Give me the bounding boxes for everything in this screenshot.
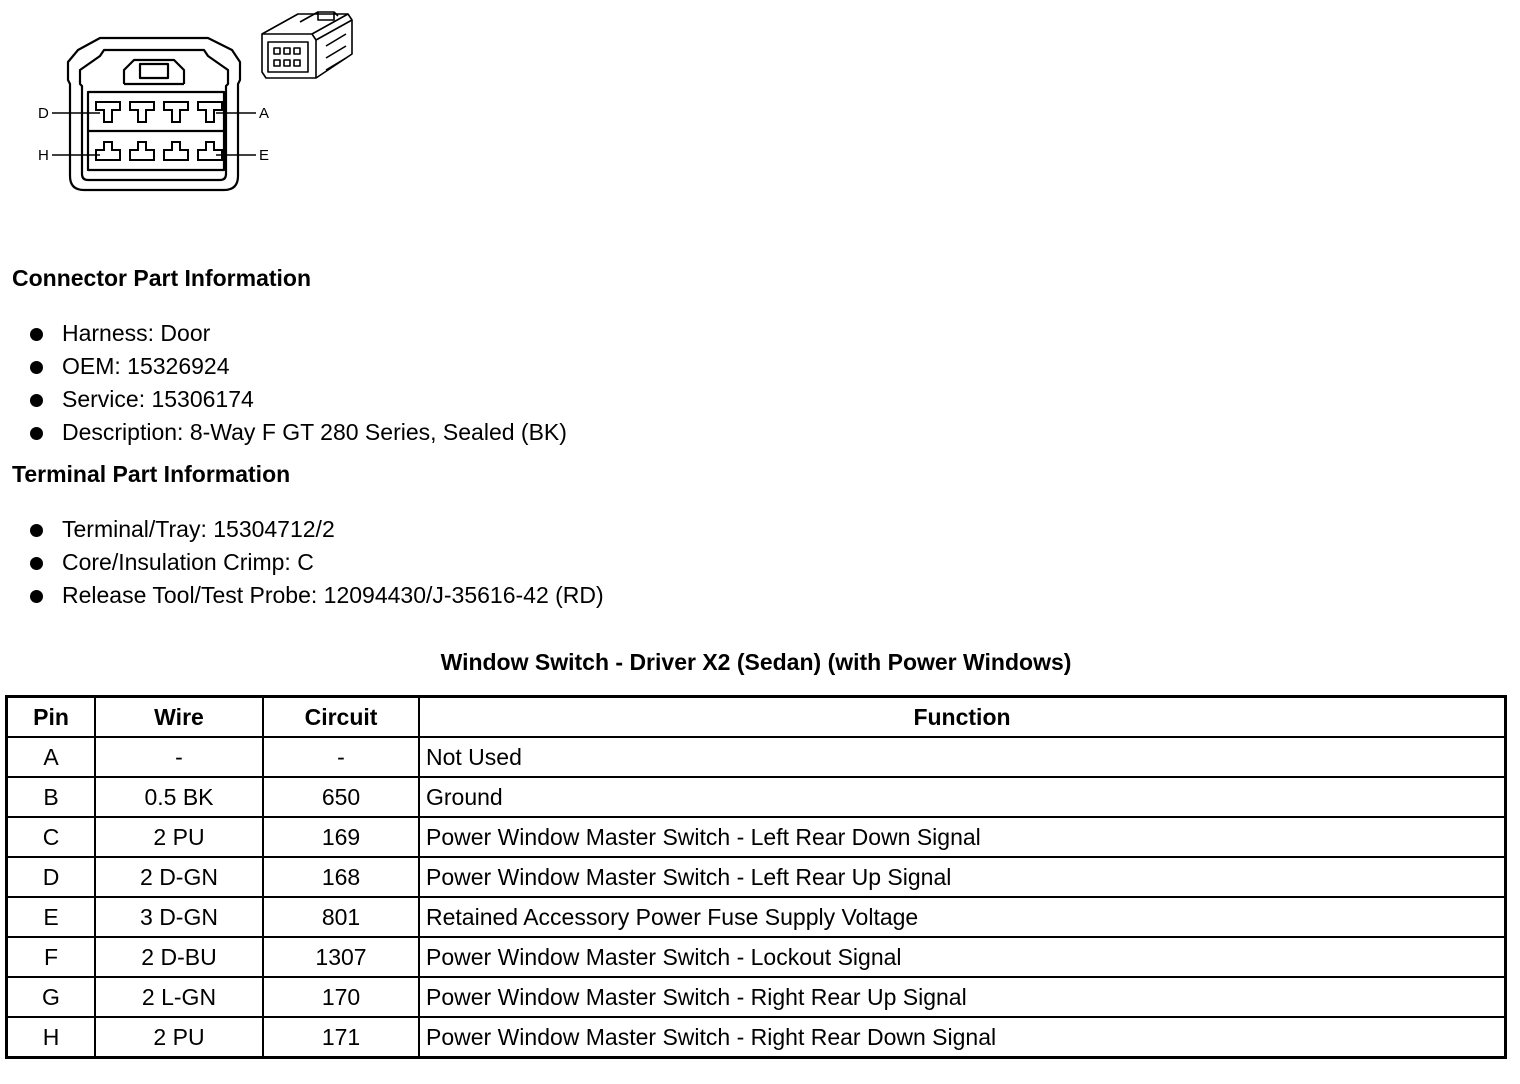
wire-cell: 3 D-GN: [95, 897, 263, 937]
terminal-part-info-heading: Terminal Part Information: [12, 461, 291, 487]
pin-table: [5, 695, 1507, 1059]
table-row: [7, 817, 1506, 857]
circuit-cell: -: [263, 737, 419, 777]
function-cell: Power Window Master Switch - Right Rear Up Signal: [419, 977, 1506, 1017]
column-header-wire: Wire: [95, 697, 263, 738]
circuit-cell: 801: [263, 897, 419, 937]
table-row: [7, 897, 1506, 937]
column-header-pin: Pin: [7, 697, 96, 738]
list-item: Core/Insulation Crimp: C: [30, 546, 604, 579]
function-cell: Power Window Master Switch - Left Rear Down Signal: [419, 817, 1506, 857]
table-row: [7, 737, 1506, 777]
circuit-cell: 170: [263, 977, 419, 1017]
wire-cell: 2 PU: [95, 1017, 263, 1058]
circuit-cell: 1307: [263, 937, 419, 977]
table-row: [7, 857, 1506, 897]
callout-pin-d: D: [38, 105, 49, 122]
circuit-cell: 171: [263, 1017, 419, 1058]
function-cell: Ground: [419, 777, 1506, 817]
circuit-cell: 650: [263, 777, 419, 817]
connector-diagram: [0, 0, 380, 210]
list-item: OEM: 15326924: [30, 350, 567, 383]
table-row: [7, 777, 1506, 817]
pin-cell: G: [7, 977, 96, 1017]
function-cell: Power Window Master Switch - Left Rear Up Signal: [419, 857, 1506, 897]
list-item: Harness: Door: [30, 317, 567, 350]
connector-part-info-list: [30, 317, 567, 449]
callout-pin-h: H: [38, 147, 49, 164]
pin-cell: F: [7, 937, 96, 977]
list-item: Service: 15306174: [30, 383, 567, 416]
wire-cell: 2 D-GN: [95, 857, 263, 897]
pin-cell: B: [7, 777, 96, 817]
terminal-part-info-list: [30, 513, 604, 612]
function-cell: Not Used: [419, 737, 1506, 777]
function-cell: Power Window Master Switch - Lockout Signal: [419, 937, 1506, 977]
column-header-function: Function: [419, 697, 1506, 738]
callout-pin-a: A: [259, 105, 270, 122]
pin-cell: E: [7, 897, 96, 937]
table-header-row: [7, 697, 1506, 738]
wire-cell: 2 PU: [95, 817, 263, 857]
connector-thumbnail-icon: [262, 12, 352, 78]
table-title: Window Switch - Driver X2 (Sedan) (with Power Windows): [440, 649, 1072, 675]
pin-cell: C: [7, 817, 96, 857]
wire-cell: 2 D-BU: [95, 937, 263, 977]
table-row: [7, 977, 1506, 1017]
circuit-cell: 169: [263, 817, 419, 857]
list-item: Release Tool/Test Probe: 12094430/J-35616-42 (RD): [30, 579, 604, 612]
wire-cell: -: [95, 737, 263, 777]
list-item: Terminal/Tray: 15304712/2: [30, 513, 604, 546]
table-row: [7, 937, 1506, 977]
function-cell: Retained Accessory Power Fuse Supply Voltage: [419, 897, 1506, 937]
circuit-cell: 168: [263, 857, 419, 897]
connector-part-info-heading: Connector Part Information: [12, 265, 312, 291]
table-row: [7, 1017, 1506, 1058]
callout-pin-e: E: [259, 147, 270, 164]
pin-cell: D: [7, 857, 96, 897]
wire-cell: 0.5 BK: [95, 777, 263, 817]
pin-cell: A: [7, 737, 96, 777]
wire-cell: 2 L-GN: [95, 977, 263, 1017]
list-item: Description: 8-Way F GT 280 Series, Sealed (BK): [30, 416, 567, 449]
pin-cell: H: [7, 1017, 96, 1058]
function-cell: Power Window Master Switch - Right Rear Down Signal: [419, 1017, 1506, 1058]
column-header-circuit: Circuit: [263, 697, 419, 738]
